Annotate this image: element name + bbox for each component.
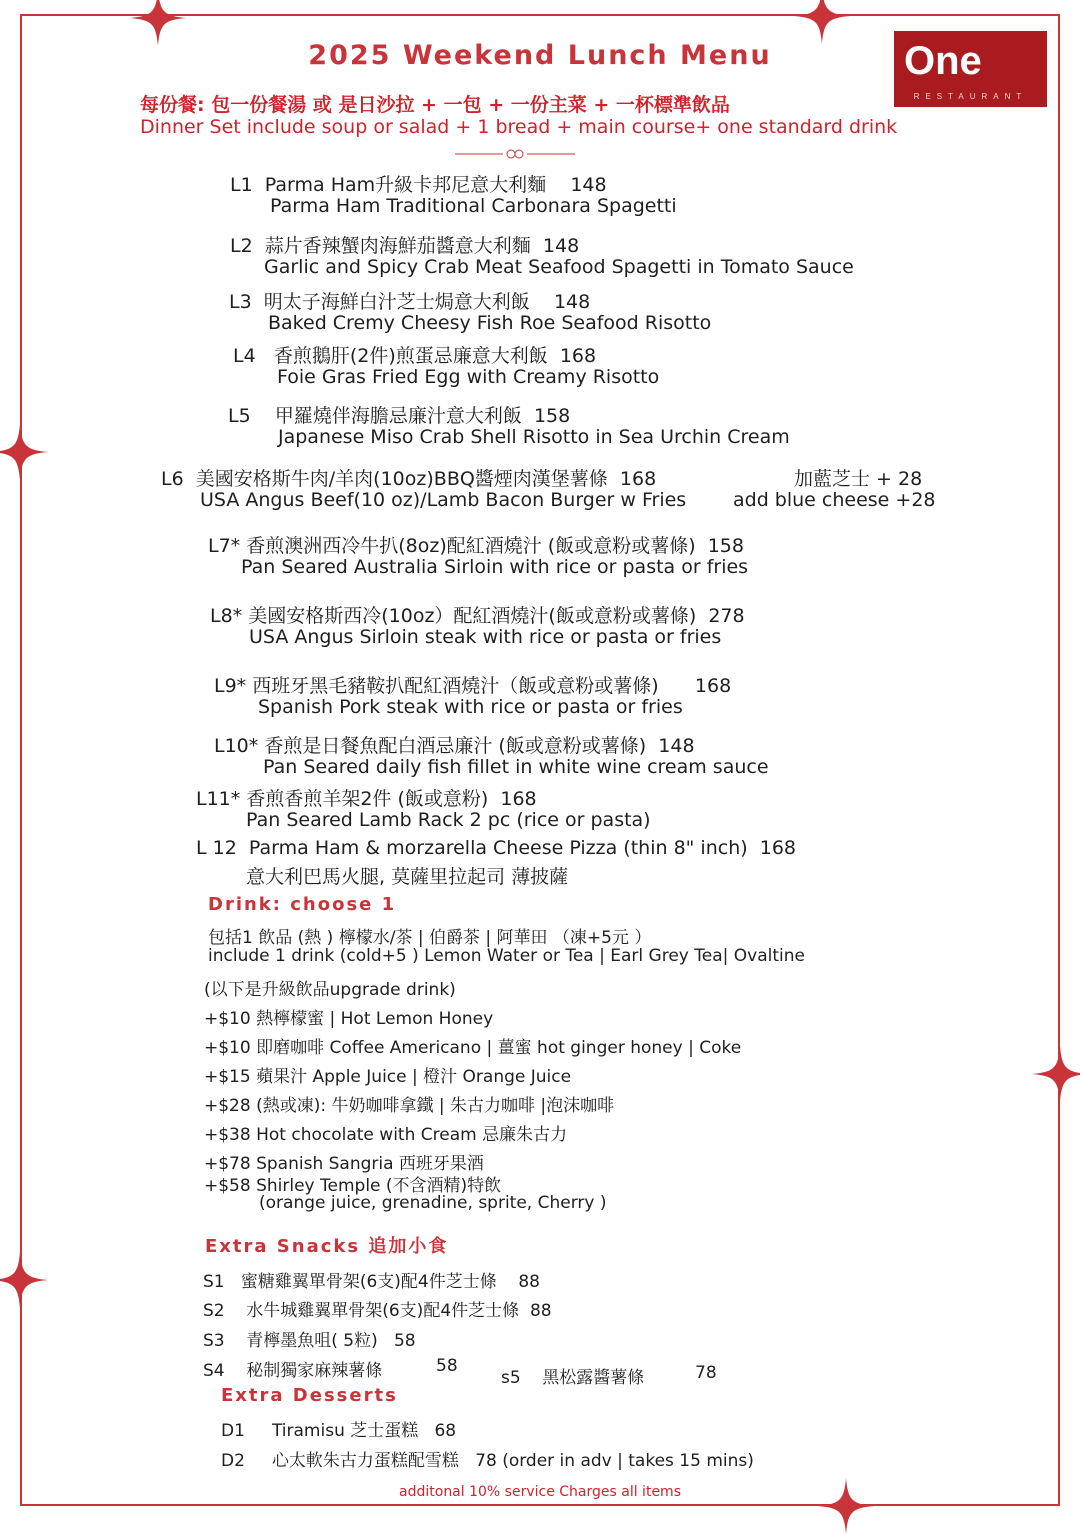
menu-item-l7-en: Pan Seared Australia Sirloin with rice or pasta or fries bbox=[241, 556, 749, 578]
menu-item-l3: L3 明太子海鮮白汁芝士焗意大利飯 148 bbox=[229, 291, 591, 313]
menu-item-l10-en: Pan Seared daily fish fillet in white wine cream sauce bbox=[263, 756, 769, 778]
drink-line: +$38 Hot chocolate with Cream 忌廉朱古力 bbox=[204, 1125, 568, 1145]
menu-item-l9: L9* 西班牙黑毛豬鞍扒配紅酒燒汁（飯或意粉或薯條) 168 bbox=[214, 675, 732, 697]
menu-item-l7: L7* 香煎澳洲西冷牛扒(8oz)配紅酒燒汁 (飯或意粉或薯條) 158 bbox=[208, 535, 744, 557]
sparkle-icon bbox=[794, 0, 850, 44]
snack-item: S4 秘制獨家麻辣薯條 bbox=[203, 1361, 383, 1381]
menu-item-l1: L1 Parma Ham升級卡邦尼意大利麵 148 bbox=[230, 174, 607, 196]
drink-line: (orange juice, grenadine, sprite, Cherry ) bbox=[259, 1193, 607, 1213]
menu-item-l8: L8* 美國安格斯西冷(10oz）配紅酒燒汁(飯或意粉或薯條) 278 bbox=[210, 605, 745, 627]
snack-price: 78 bbox=[695, 1363, 717, 1383]
menu-item-l5-en: Japanese Miso Crab Shell Risotto in Sea Urchin Cream bbox=[278, 426, 790, 448]
addon-en: add blue cheese +28 bbox=[733, 489, 936, 511]
menu-item-l9-en: Spanish Pork steak with rice or pasta or fries bbox=[258, 696, 683, 718]
logo-word: One bbox=[904, 39, 982, 83]
menu-item-l12-zh: 意大利巴馬火腿, 莫薩里拉起司 薄披薩 bbox=[246, 866, 569, 888]
drinks-heading: Drink: choose 1 bbox=[208, 894, 397, 915]
sparkle-icon bbox=[0, 424, 48, 480]
logo-subtitle: RESTAURANT bbox=[913, 92, 1028, 101]
menu-item-l4: L4 香煎鵝肝(2件)煎蛋忌廉意大利飯 168 bbox=[233, 345, 597, 367]
dessert-item: D1 Tiramisu 芝士蛋糕 68 bbox=[221, 1421, 457, 1441]
drink-line: +$78 Spanish Sangria 西班牙果酒 bbox=[204, 1154, 484, 1174]
menu-item-l2: L2 蒜片香辣蟹肉海鮮茄醬意大利麵 148 bbox=[230, 235, 580, 257]
page-title: 2025 Weekend Lunch Menu bbox=[308, 40, 772, 71]
menu-item-l6: L6 美國安格斯牛肉/羊肉(10oz)BBQ醬煙肉漢堡薯條 168 bbox=[161, 468, 657, 490]
menu-item-l10: L10* 香煎是日餐魚配白酒忌廉汁 (飯或意粉或薯條) 148 bbox=[214, 735, 695, 757]
snack-item: S3 青檸墨魚咀( 5粒) 58 bbox=[203, 1331, 416, 1351]
menu-item-l8-en: USA Angus Sirloin steak with rice or pasta or fries bbox=[249, 626, 722, 648]
ornament-divider bbox=[455, 146, 575, 162]
drink-line: +$15 蘋果汁 Apple Juice | 橙汁 Orange Juice bbox=[204, 1067, 572, 1087]
drink-line: +$28 (熱或凍): 牛奶咖啡拿鐵 | 朱古力咖啡 |泡沫咖啡 bbox=[204, 1096, 615, 1116]
drink-line: 包括1 飲品 (熱 ) 檸檬水/茶 | 伯爵茶 | 阿華田 （凍+5元 ） bbox=[208, 928, 652, 948]
restaurant-logo bbox=[894, 31, 1047, 107]
snacks-heading: Extra Snacks 追加小食 bbox=[205, 1236, 449, 1257]
desserts-heading: Extra Desserts bbox=[221, 1385, 398, 1406]
set-description-zh: 每份餐: 包一份餐湯 或 是日沙拉 + 一包 + 一份主菜 + 一杯標準飲品 bbox=[140, 94, 730, 116]
menu-item-l12: L 12 Parma Ham & morzarella Cheese Pizza (thin 8" inch) 168 bbox=[196, 837, 797, 859]
dessert-item: D2 心太軟朱古力蛋糕配雪糕 78 (order in adv | takes 15 mins) bbox=[221, 1451, 754, 1471]
menu-item-l11-en: Pan Seared Lamb Rack 2 pc (rice or pasta) bbox=[246, 809, 651, 831]
menu-item-l3-en: Baked Cremy Cheesy Fish Roe Seafood Risotto bbox=[268, 312, 712, 334]
sparkle-icon bbox=[1032, 1046, 1080, 1102]
menu-item-l4-en: Foie Gras Fried Egg with Creamy Risotto bbox=[277, 366, 660, 388]
set-description-en: Dinner Set include soup or salad + 1 bread + main course+ one standard drink bbox=[140, 116, 898, 138]
snack-item: S2 水牛城雞翼單骨架(6支)配4件芝士條 88 bbox=[203, 1301, 552, 1321]
drink-line: +$10 即磨咖啡 Coffee Americano | 薑蜜 hot ginger honey | Coke bbox=[204, 1038, 742, 1058]
snack-item: S1 蜜糖雞翼單骨架(6支)配4件芝士條 88 bbox=[203, 1272, 540, 1292]
menu-item-l11: L11* 香煎香煎羊架2件 (飯或意粉) 168 bbox=[196, 788, 537, 810]
addon-zh: 加藍芝士 + 28 bbox=[794, 468, 923, 490]
drink-line: (以下是升級飲品upgrade drink) bbox=[204, 980, 456, 1000]
menu-item-l5: L5 甲羅燒伴海膽忌廉汁意大利飯 158 bbox=[228, 405, 571, 427]
drink-line: +$58 Shirley Temple (不含酒精)特飲 bbox=[204, 1176, 502, 1196]
drink-line: +$10 熱檸檬蜜 | Hot Lemon Honey bbox=[204, 1009, 494, 1029]
service-charge-note: additonal 10% service Charges all items bbox=[399, 1484, 681, 1500]
menu-item-l6-en: USA Angus Beef(10 oz)/Lamb Bacon Burger w Fries bbox=[200, 489, 687, 511]
drink-line: include 1 drink (cold+5 ) Lemon Water or Tea | Earl Grey Tea| Ovaltine bbox=[208, 946, 805, 966]
menu-item-l1-en: Parma Ham Traditional Carbonara Spagetti bbox=[270, 195, 677, 217]
snack-price: 58 bbox=[436, 1356, 458, 1376]
menu-item-l2-en: Garlic and Spicy Crab Meat Seafood Spagetti in Tomato Sauce bbox=[264, 256, 854, 278]
snack-item: s5 黑松露醬薯條 bbox=[501, 1368, 645, 1388]
sparkle-icon bbox=[0, 1252, 48, 1308]
